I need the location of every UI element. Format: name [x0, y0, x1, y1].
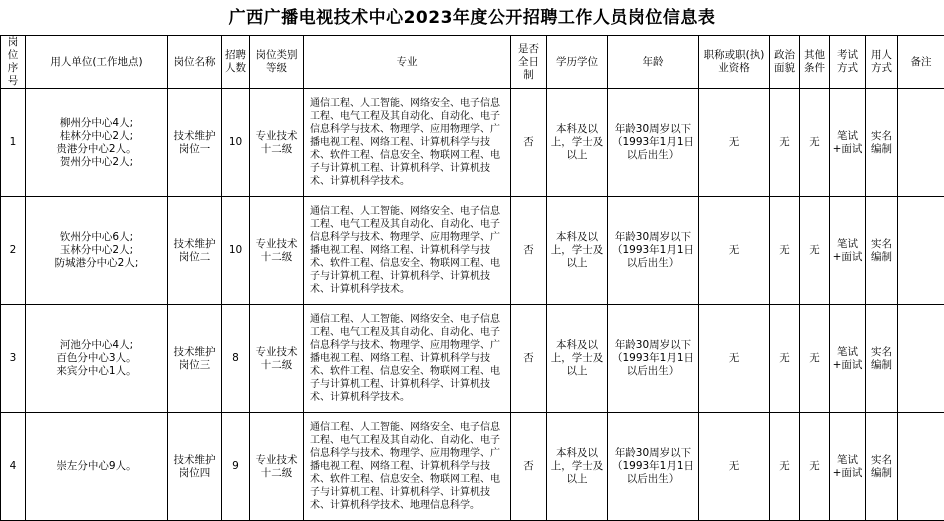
cell-note — [898, 197, 944, 305]
cell-note — [898, 89, 944, 197]
cell-other: 无 — [800, 413, 830, 521]
cell-units — [26, 197, 168, 305]
cell-exam: 笔试+面试 — [830, 413, 866, 521]
cell-hire: 实名编制 — [866, 197, 898, 305]
job-table — [0, 35, 944, 521]
cell-cert: 无 — [699, 305, 770, 413]
cell-seq: 3 — [1, 305, 26, 413]
cell-name: 技术维护岗位四 — [168, 413, 222, 521]
cell-note — [898, 413, 944, 521]
unit-line: 钦州分中心6人; — [28, 231, 165, 244]
table-row — [1, 89, 944, 197]
cell-units — [26, 413, 168, 521]
header-exam: 考试方式 — [830, 36, 866, 89]
cell-category: 专业技术十二级 — [250, 197, 304, 305]
cell-units — [26, 89, 168, 197]
cell-count: 9 — [222, 413, 250, 521]
unit-line: 贺州分中心2人; — [28, 156, 165, 169]
cell-major: 通信工程、人工智能、网络安全、电子信息工程、电气工程及其自动化、自动化、电子信息科学与技术、物理学、应用物理学、广播电视工程、网络工程、计算机科学与技术、软件工程、信息安全、物联网工程、电子与计算机工程、计算机科学、计算机技术、计算机科学技术。 — [304, 305, 511, 413]
cell-name: 技术维护岗位三 — [168, 305, 222, 413]
unit-line: 河池分中心4人; — [28, 339, 165, 352]
cell-politics: 无 — [770, 413, 800, 521]
cell-age: 年龄30周岁以下（1993年1月1日以后出生） — [608, 89, 699, 197]
header-age: 年龄 — [608, 36, 699, 89]
cell-edu: 本科及以上，学士及以上 — [547, 197, 608, 305]
unit-line: 崇左分中心9人。 — [28, 460, 165, 473]
cell-other: 无 — [800, 305, 830, 413]
cell-category: 专业技术十二级 — [250, 305, 304, 413]
cell-hire: 实名编制 — [866, 305, 898, 413]
cell-exam: 笔试+面试 — [830, 305, 866, 413]
cell-major: 通信工程、人工智能、网络安全、电子信息工程、电气工程及其自动化、自动化、电子信息科学与技术、物理学、应用物理学、广播电视工程、网络工程、计算机科学与技术、软件工程、信息安全、物联网工程、电子与计算机工程、计算机科学、计算机技术、计算机科学技术、地理信息科学。 — [304, 413, 511, 521]
header-note: 备注 — [898, 36, 944, 89]
table-body — [1, 89, 944, 521]
cell-major: 通信工程、人工智能、网络安全、电子信息工程、电气工程及其自动化、自动化、电子信息科学与技术、物理学、应用物理学、广播电视工程、网络工程、计算机科学与技术、软件工程、信息安全、物联网工程、电子与计算机工程、计算机科学、计算机技术、计算机科学技术。 — [304, 197, 511, 305]
cell-cert: 无 — [699, 413, 770, 521]
unit-line: 防城港分中心2人; — [28, 257, 165, 270]
unit-line: 贵港分中心2人。 — [28, 143, 165, 156]
cell-hire: 实名编制 — [866, 413, 898, 521]
cell-fresh: 否 — [511, 305, 547, 413]
cell-fresh: 否 — [511, 197, 547, 305]
header-name: 岗位名称 — [168, 36, 222, 89]
unit-line: 桂林分中心2人; — [28, 130, 165, 143]
header-hire: 用人方式 — [866, 36, 898, 89]
cell-category: 专业技术十二级 — [250, 89, 304, 197]
header-other: 其他条件 — [800, 36, 830, 89]
cell-name: 技术维护岗位一 — [168, 89, 222, 197]
cell-count: 10 — [222, 89, 250, 197]
cell-politics: 无 — [770, 89, 800, 197]
cell-units — [26, 305, 168, 413]
table-row — [1, 197, 944, 305]
cell-politics: 无 — [770, 305, 800, 413]
header-category: 岗位类别等级 — [250, 36, 304, 89]
cell-politics: 无 — [770, 197, 800, 305]
cell-age: 年龄30周岁以下（1993年1月1日以后出生） — [608, 413, 699, 521]
header-count: 招聘人数 — [222, 36, 250, 89]
cell-fresh: 否 — [511, 89, 547, 197]
cell-note — [898, 305, 944, 413]
header-politics: 政治面貌 — [770, 36, 800, 89]
cell-edu: 本科及以上，学士及以上 — [547, 413, 608, 521]
table-row — [1, 305, 944, 413]
cell-fresh: 否 — [511, 413, 547, 521]
header-fresh: 是否全日制 — [511, 36, 547, 89]
cell-cert: 无 — [699, 89, 770, 197]
cell-seq: 4 — [1, 413, 26, 521]
cell-exam: 笔试+面试 — [830, 197, 866, 305]
cell-category: 专业技术十二级 — [250, 413, 304, 521]
cell-exam: 笔试+面试 — [830, 89, 866, 197]
cell-name: 技术维护岗位二 — [168, 197, 222, 305]
cell-other: 无 — [800, 197, 830, 305]
cell-seq: 2 — [1, 197, 26, 305]
header-major: 专业 — [304, 36, 511, 89]
header-edu: 学历学位 — [547, 36, 608, 89]
cell-major: 通信工程、人工智能、网络安全、电子信息工程、电气工程及其自动化、自动化、电子信息科学与技术、物理学、应用物理学、广播电视工程、网络工程、计算机科学与技术、软件工程、信息安全、物联网工程、电子与计算机工程、计算机科学、计算机技术、计算机科学技术。 — [304, 89, 511, 197]
table-row — [1, 413, 944, 521]
cell-count: 8 — [222, 305, 250, 413]
cell-edu: 本科及以上，学士及以上 — [547, 305, 608, 413]
cell-seq: 1 — [1, 89, 26, 197]
cell-cert: 无 — [699, 197, 770, 305]
page-title: 广西广播电视技术中心2023年度公开招聘工作人员岗位信息表 — [0, 0, 944, 36]
header-units: 用人单位(工作地点) — [26, 36, 168, 89]
unit-line: 柳州分中心4人; — [28, 117, 165, 130]
unit-line: 玉林分中心2人; — [28, 244, 165, 257]
cell-age: 年龄30周岁以下（1993年1月1日以后出生） — [608, 305, 699, 413]
cell-age: 年龄30周岁以下（1993年1月1日以后出生） — [608, 197, 699, 305]
header-row — [1, 36, 944, 89]
unit-line: 百色分中心3人。 — [28, 352, 165, 365]
header-seq: 岗位序号 — [1, 36, 26, 89]
cell-edu: 本科及以上，学士及以上 — [547, 89, 608, 197]
cell-count: 10 — [222, 197, 250, 305]
cell-other: 无 — [800, 89, 830, 197]
cell-hire: 实名编制 — [866, 89, 898, 197]
unit-line: 来宾分中心1人。 — [28, 365, 165, 378]
header-cert: 职称或职(执)业资格 — [699, 36, 770, 89]
